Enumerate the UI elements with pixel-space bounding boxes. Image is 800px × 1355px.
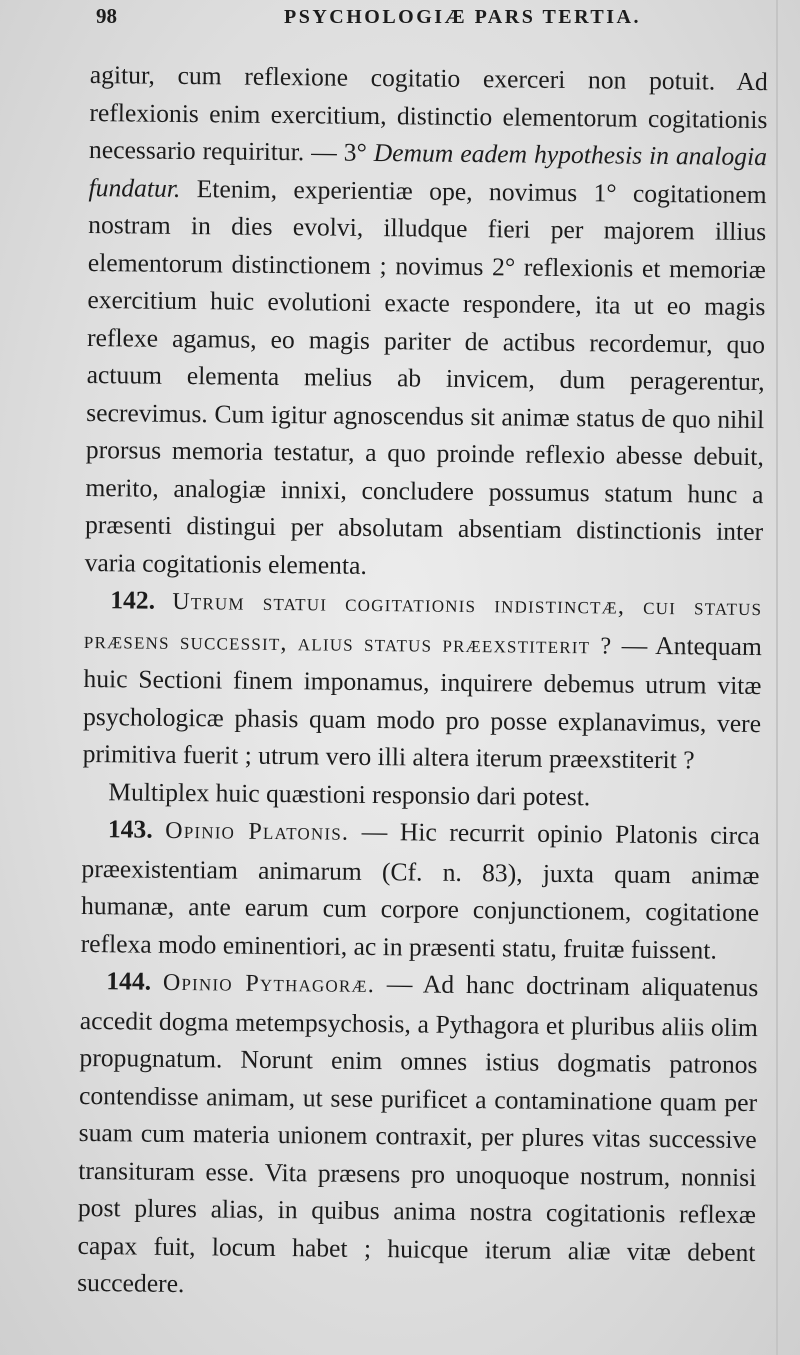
section-number: 144.: [106, 966, 152, 996]
section-142: [82, 581, 762, 780]
section-heading: Opinio Platonis.: [165, 817, 350, 846]
paragraph-text: agitur, cum reflexione cogitatio exerceri non potuit. Ad reflexionis enim exercitium, distinctio elementorum cogitationis necessario requiritur. — 3°: [88, 59, 768, 167]
paragraph-text: Multiplex huic quæstioni responsio dari potest.: [108, 776, 591, 811]
paragraph-continuation: [85, 56, 768, 588]
section-heading: Opinio Pythagoræ.: [162, 969, 376, 999]
paragraph-text: — Ad hanc doctrinam aliquatenus accedit dogma metempsychosis, a Pythagora et pluribus aliis olim propugnatum. Norunt enim omnes istius dogmatis patronos contendisse animam, ut sese purificet a contaminatione quam per suam cum materia unionem contraxit, per plures vitas successive transituram esse. Vita præsens pro unoquoque nostrum, nonnisi post plures alias, in quibus anima nostra cogitationis reflexæ capax fuit, locum habet ; huicque iterum aliæ vitæ debent succedere.: [77, 969, 759, 1299]
page-header: [96, 4, 770, 36]
section-number: 142.: [110, 585, 156, 615]
paragraph-text: — Antequam huic Sectioni finem imponamus, inquirere debemus utrum vitæ psychologicæ phasis quam modo pro posse explanavimus, vere primitiva fuerit ; utrum vero illi altera iterum præexstiterit ?: [82, 630, 763, 775]
italic-phrase: Demum eadem hypothesis in analogia fundatur.: [88, 137, 768, 203]
body-text: [77, 56, 768, 1309]
section-heading: Utrum statui cogitationis indistinctæ, cui status præsens successit, alius status præexstiterit ?: [83, 588, 763, 660]
running-head: PSYCHOLOGIÆ PARS TERTIA.: [284, 6, 641, 28]
section-number: 143.: [107, 814, 153, 844]
page-edge-line: [776, 0, 778, 1355]
section-144: [77, 962, 759, 1309]
paragraph-text: Etenim, experientiæ ope, novimus 1° cogitationem nostram in dies evolvi, illudque fieri per majorem illius elementorum distinctionem ; novimus 2° reflexionis et memoriæ exercitium huic evolutioni exacte respondere, ita ut eo magis reflexe agamus, eo magis pariter de actibus recordemur, quo actuum elementa melius ab invicem, dum peragerentur, secrevimus. Cum igitur agnoscendus sit animæ status de quo nihil prorsus memoria testatur, a quo proinde reflexio abesse debuit, merito, analogiæ innixi, concludere possumus statum hunc a præsenti distingui per absolutam absentiam distinctionis inter varia cogitationis elementa.: [84, 173, 767, 580]
paragraph-text: — Hic recurrit opinio Platonis circa præexistentiam animarum (Cf. n. 83), juxta quam animæ humanæ, ante earum cum corpore conjunctionem, cogitatione reflexa modo eminentiori, ac in præsenti statu, fruitæ fuissent.: [80, 816, 761, 965]
page-number: 98: [96, 4, 117, 28]
section-143: [81, 810, 761, 969]
